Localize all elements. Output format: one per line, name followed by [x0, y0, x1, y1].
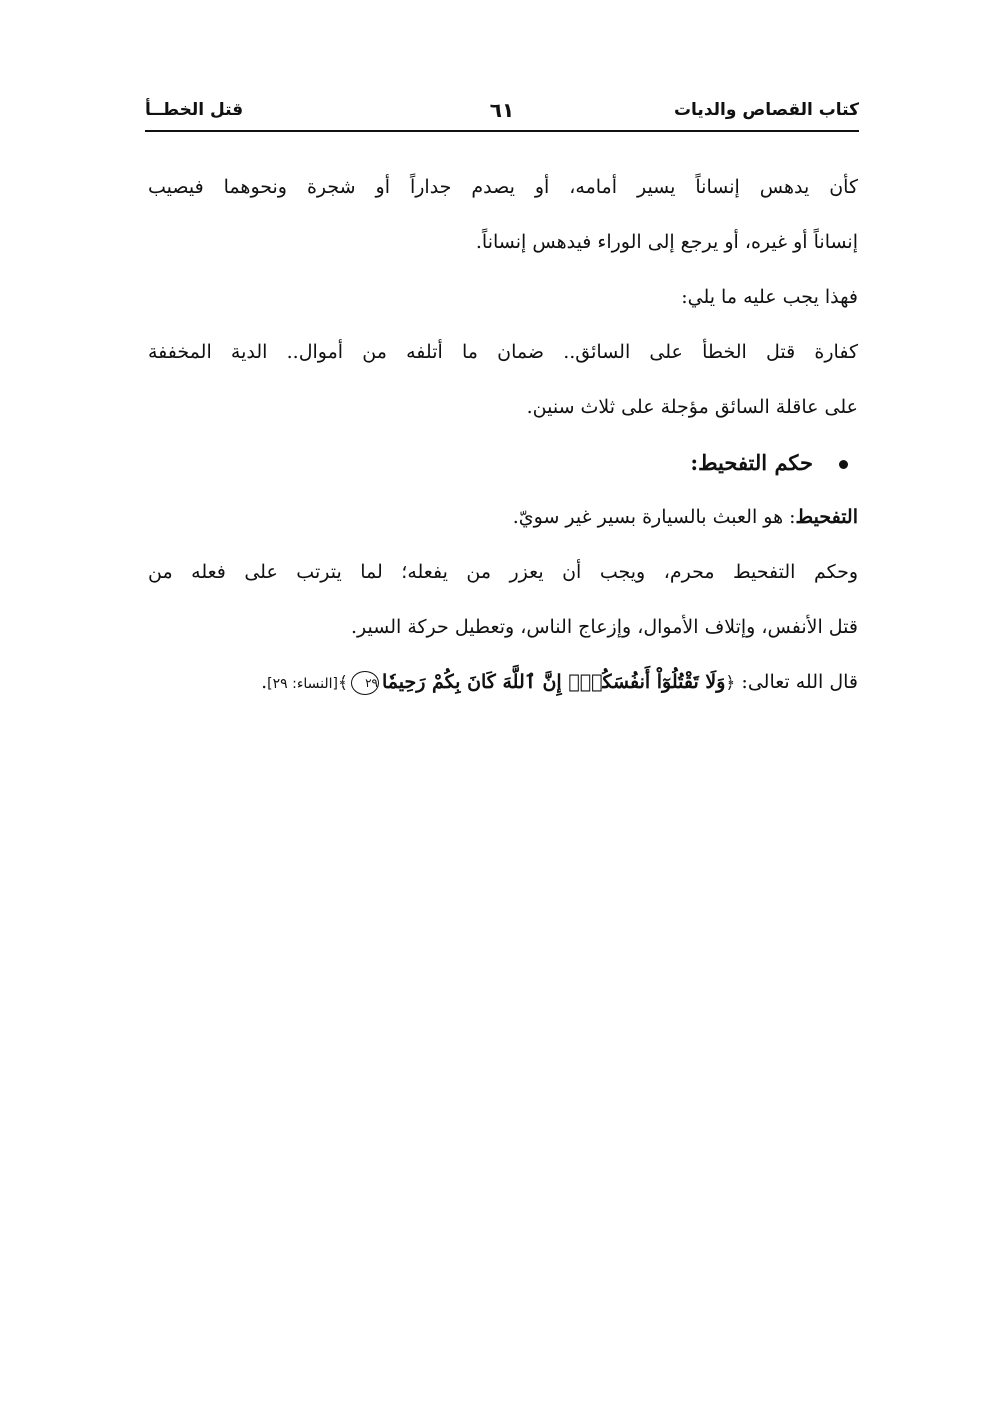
- running-header: [145, 98, 859, 132]
- paragraph-ruling: [148, 545, 858, 655]
- quote-end-period: .: [261, 671, 268, 693]
- quran-verse: وَلَا تَقْتُلُوٓاْ أَنفُسَكُمْۚ إِنَّ ٱللَّهَ كَانَ بِكُمْ رَحِيمٗا: [381, 671, 726, 693]
- paragraph-line: على عاقلة السائق مؤجلة على ثلاث سنين.: [526, 396, 858, 418]
- paragraph-obligations-intro: فهذا يجب عليه ما يلي:: [681, 286, 858, 308]
- quran-close-bracket: ﴾: [338, 673, 348, 693]
- paragraph-line: كأن يدهس إنساناً يسير أمامه، أو يصدم جداراً أو شجرة ونحوهما فيصيب: [148, 176, 858, 198]
- definition-term: التفحيط: [795, 506, 858, 528]
- paragraph-example: [148, 160, 858, 270]
- definition-paragraph: [148, 490, 858, 545]
- bullet-icon: [839, 460, 848, 469]
- quran-open-bracket: ﴿: [725, 673, 736, 693]
- quran-quote-paragraph: [148, 655, 858, 712]
- chapter-title: قتل الخطــأ: [145, 100, 244, 120]
- header-rule: [145, 130, 859, 132]
- page-content: [148, 160, 858, 712]
- ayah-number-marker: ٢٩: [351, 671, 379, 695]
- quote-intro: قال الله تعالى:: [735, 671, 858, 693]
- paragraph-line: وحكم التفحيط محرم، ويجب أن يعزر من يفعله؛ لما يترتب على فعله من: [148, 561, 858, 583]
- paragraph-obligations: [148, 325, 858, 435]
- section-heading-text: حكم التفحيط:: [690, 450, 813, 475]
- definition-text: : هو العبث بالسيارة بسير غير سويّ.: [512, 506, 796, 528]
- section-heading: [148, 435, 858, 490]
- verse-reference: [النساء: ٢٩]: [267, 676, 339, 692]
- page-number: ٦١: [489, 98, 515, 122]
- paragraph-line: كفارة قتل الخطأ على السائق.. ضمان ما أتلفه من أموال.. الدية المخففة: [148, 341, 858, 363]
- paragraph-line: إنساناً أو غيره، أو يرجع إلى الوراء فيدهس إنساناً.: [475, 231, 858, 253]
- book-title: كتاب القصاص والديات: [673, 100, 859, 120]
- paragraph-line: قتل الأنفس، وإتلاف الأموال، وإزعاج الناس، وتعطيل حركة السير.: [351, 616, 858, 638]
